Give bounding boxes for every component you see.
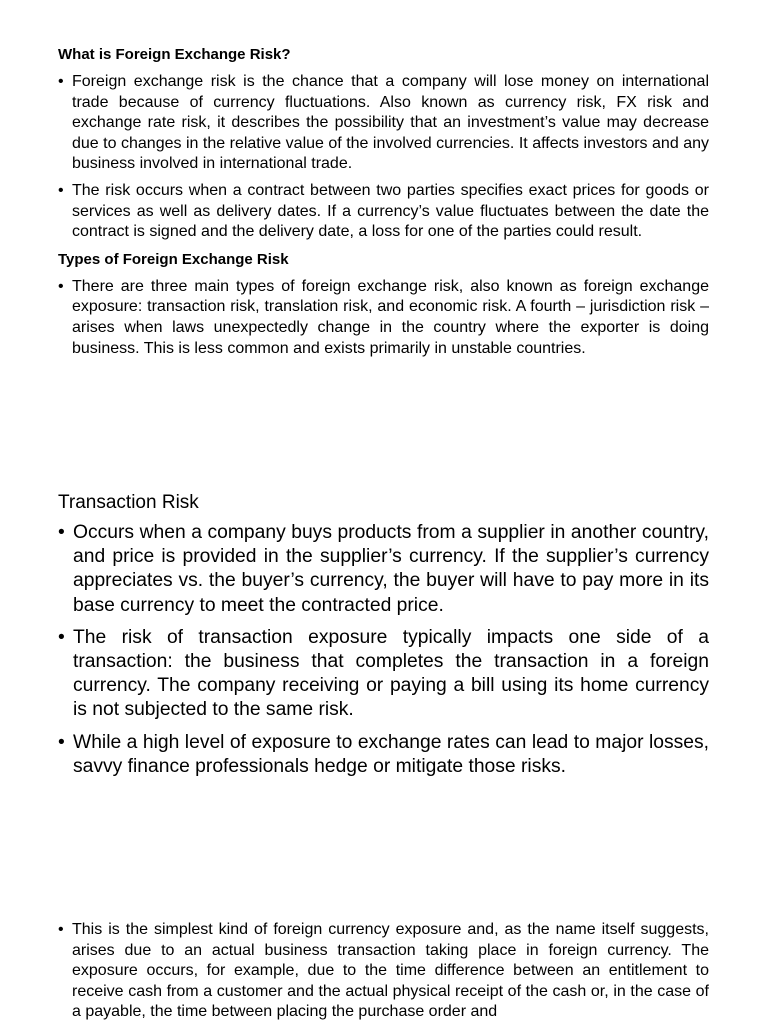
bullet-text: The risk occurs when a contract between two parties specifies exact prices for goods or services as well as delivery dates. If a currency’s value fluctuates between the date the contract is signed and the delivery date, a loss for one of the parties could result.: [72, 181, 709, 241]
bullet-text: There are three main types of foreign exchange risk, also known as foreign exchange exposure: transaction risk, translation risk, and economic risk. A fourth – jurisdiction risk – arises when laws unexpectedly change in the country where the exporter is doing business. This is less common and exists primarily in unstable countries.: [72, 277, 709, 357]
bullet-text: Occurs when a company buys products from a supplier in another country, and price is provided in the supplier’s currency. If the supplier’s currency appreciates vs. the buyer’s currency, the buyer will have to pay more in its base currency to meet the contracted price.: [73, 522, 709, 616]
bullet-text: This is the simplest kind of foreign currency exposure and, as the name itself suggests, arises due to an actual business transaction taking place in foreign currency. The exposure occurs, for example, due to the time difference between an entitlement to receive cash from a customer and the actual physical receipt of the cash or, in the case of a payable, the time between placing the purchase order and: [72, 921, 709, 1021]
what-is-fx-risk-heading: What is Foreign Exchange Risk?: [58, 46, 291, 63]
types-of-fx-risk-list: [58, 277, 709, 359]
list-item: [58, 181, 709, 243]
bullet-icon: •: [58, 731, 65, 753]
transaction-risk-heading: Transaction Risk: [58, 492, 199, 513]
exposure-section: [58, 920, 709, 1023]
list-item: [58, 731, 709, 779]
what-is-fx-risk-list: [58, 72, 709, 243]
bullet-text: Foreign exchange risk is the chance that a company will lose money on international trade because of currency fluctuations. Also known as currency risk, FX risk and exchange rate risk, it describes the possibility that an investment’s value may decrease due to changes in the relative value of the involved currencies. It affects investors and any business involved in international trade.: [72, 73, 709, 173]
bullet-icon: •: [58, 277, 64, 295]
exposure-list: [58, 920, 709, 1023]
bullet-text: The risk of transaction exposure typically impacts one side of a transaction: the business that completes the transaction in a foreign currency. The company receiving or paying a bill using its home currency is not subjected to the same risk.: [73, 626, 709, 721]
bullet-icon: •: [58, 921, 64, 938]
transaction-risk-section: [58, 489, 709, 787]
bullet-icon: •: [58, 626, 65, 648]
list-item: [58, 626, 709, 723]
list-item: [58, 72, 709, 175]
list-item: [58, 521, 709, 618]
list-item: [58, 277, 709, 359]
fx-risk-section: [58, 44, 709, 365]
types-of-fx-risk-heading: Types of Foreign Exchange Risk: [58, 250, 289, 268]
bullet-icon: •: [58, 181, 64, 199]
list-item: [58, 920, 709, 1023]
transaction-risk-list: [58, 521, 709, 779]
bullet-icon: •: [58, 522, 65, 543]
bullet-text: While a high level of exposure to exchange rates can lead to major losses, savvy finance professionals hedge or mitigate those risks.: [73, 731, 709, 777]
bullet-icon: •: [58, 73, 64, 90]
